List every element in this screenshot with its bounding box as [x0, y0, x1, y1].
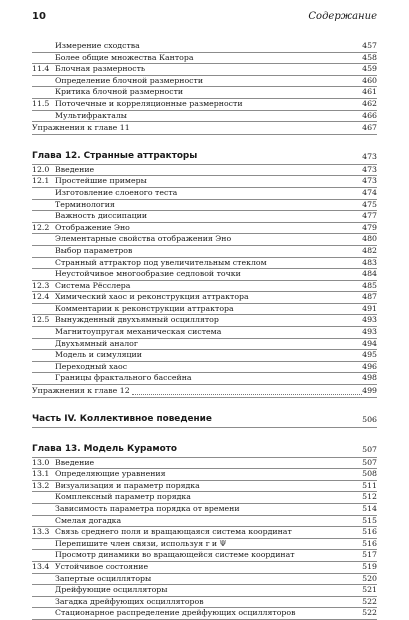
entry-title: Комментарии к реконструкции аттрактора — [55, 303, 234, 313]
entry-title: Блочная размерность — [55, 64, 146, 74]
page-number: 10 — [32, 11, 46, 22]
entry-title: Загадка дрейфующих осцилляторов — [55, 596, 204, 606]
entry-title: Изготовление слоеного теста — [55, 187, 178, 197]
entry-page-number: 462 — [362, 98, 377, 108]
entry-page-number: 519 — [362, 561, 377, 571]
entry-title: Определяющие уравнения — [55, 469, 166, 479]
section-gap — [32, 135, 377, 143]
entry-title: Элементарные свойства отображения Эно — [55, 234, 232, 244]
entry-title: Визуализация и параметр порядка — [55, 480, 200, 490]
toc-entry[interactable] — [32, 76, 377, 88]
entry-page-number: 515 — [362, 515, 377, 525]
toc-entry[interactable] — [32, 385, 377, 398]
section-number: 13.1 — [32, 469, 50, 479]
entry-page-number: 508 — [362, 469, 377, 479]
toc-entry[interactable] — [32, 327, 377, 339]
entry-title: Более общие множества Кантора — [55, 52, 194, 62]
toc-entry[interactable] — [32, 350, 377, 362]
section-number: 12.4 — [32, 292, 50, 302]
entry-page-number: 479 — [362, 222, 377, 232]
chapter-page-number: 507 — [362, 444, 377, 454]
section-number: 13.0 — [32, 457, 50, 467]
toc-entry[interactable] — [32, 292, 377, 304]
table-of-contents — [32, 41, 377, 620]
chapter-title: Глава 12. Странные аттракторы — [32, 150, 198, 161]
section-number: 13.3 — [32, 527, 50, 537]
entry-title: Измерение сходства — [55, 41, 140, 50]
section-number: 12.3 — [32, 280, 50, 290]
entry-page-number: 460 — [362, 75, 377, 85]
chapter-page-number: 473 — [362, 151, 377, 161]
entry-title: Критика блочной размерности — [55, 87, 184, 97]
toc-entry[interactable] — [32, 122, 377, 135]
toc-entry[interactable] — [32, 258, 377, 270]
toc-entry[interactable] — [32, 211, 377, 223]
entry-page-number: 484 — [362, 269, 377, 279]
toc-entry[interactable] — [32, 504, 377, 516]
entry-title: Система Рёсслера — [55, 280, 131, 290]
dot-leader — [132, 394, 362, 395]
entry-page-number: 459 — [362, 64, 377, 74]
toc-entry[interactable] — [32, 362, 377, 374]
section-number: 12.2 — [32, 222, 50, 232]
entry-page-number: 496 — [362, 361, 377, 371]
entry-title: Границы фрактального бассейна — [55, 373, 192, 383]
entry-page-number: 480 — [362, 234, 377, 244]
entry-title: Модель и симуляции — [55, 350, 142, 360]
toc-entry[interactable] — [32, 176, 377, 188]
entry-title: Упражнения к главе 12 — [32, 386, 130, 396]
toc-entry[interactable] — [32, 539, 377, 551]
toc-chapter-heading[interactable] — [32, 412, 377, 428]
toc-entry[interactable] — [32, 64, 377, 76]
entry-page-number: 473 — [362, 164, 377, 174]
entry-page-number: 477 — [362, 211, 377, 221]
toc-chapter-heading[interactable] — [32, 149, 377, 165]
entry-page-number: 522 — [362, 596, 377, 606]
toc-entry[interactable] — [32, 339, 377, 351]
entry-page-number: 517 — [362, 550, 377, 560]
entry-title: Введение — [55, 457, 95, 467]
toc-chapter-heading[interactable] — [32, 442, 377, 458]
toc-entry[interactable] — [32, 234, 377, 246]
toc-entry[interactable] — [32, 200, 377, 212]
toc-entry[interactable] — [32, 550, 377, 562]
entry-page-number: 461 — [362, 87, 377, 97]
section-number: 12.0 — [32, 164, 50, 174]
entry-title: Связь среднего поля и вращающаяся система координат — [55, 527, 292, 537]
toc-entry[interactable] — [32, 585, 377, 597]
entry-page-number: 493 — [362, 327, 377, 337]
chapter-title: Часть IV. Коллективное поведение — [32, 413, 212, 424]
entry-page-number: 494 — [362, 338, 377, 348]
toc-entry[interactable] — [32, 99, 377, 111]
entry-page-number: 473 — [362, 176, 377, 186]
toc-entry[interactable] — [32, 608, 377, 620]
entry-title: Поточечные и корреляционные размерности — [55, 98, 243, 108]
toc-entry[interactable] — [32, 111, 377, 123]
toc-entry[interactable] — [32, 53, 377, 65]
toc-entry[interactable] — [32, 281, 377, 293]
entry-page-number: 458 — [362, 52, 377, 62]
entry-title: Перепишите член связи, используя r и Ψ — [55, 538, 227, 548]
toc-entry[interactable] — [32, 304, 377, 316]
entry-page-number: 483 — [362, 257, 377, 267]
entry-page-number: 507 — [362, 457, 377, 467]
entry-title: Магнитоупругая механическая система — [55, 327, 222, 337]
entry-page-number: 516 — [362, 538, 377, 548]
entry-title: Химический хаос и реконструкция аттрактора — [55, 292, 249, 302]
toc-entry[interactable] — [32, 315, 377, 327]
entry-title: Упражнения к главе 11 — [32, 123, 130, 133]
entry-title: Вынужденный двухъямный осциллятор — [55, 315, 219, 325]
toc-entry[interactable] — [32, 188, 377, 200]
entry-title: Выбор параметров — [55, 245, 133, 255]
entry-title: Отображение Эно — [55, 222, 130, 232]
entry-title: Дрейфующие осцилляторы — [55, 585, 168, 595]
entry-page-number: 520 — [362, 573, 377, 583]
entry-title: Запертые осцилляторы — [55, 573, 152, 583]
section-number: 13.4 — [32, 561, 50, 571]
entry-title: Смелая догадка — [55, 515, 122, 525]
chapter-title: Глава 13. Модель Курамото — [32, 443, 177, 454]
entry-title: Определение блочной размерности — [55, 75, 204, 85]
entry-title: Мультифракталы — [55, 110, 128, 120]
entry-title: Устойчивое состояние — [55, 561, 149, 571]
entry-page-number: 474 — [362, 187, 377, 197]
entry-title: Странный аттрактор под увеличительным стеклом — [55, 257, 267, 267]
running-title: Содержание — [308, 11, 377, 22]
toc-entry[interactable] — [32, 527, 377, 539]
toc-entry[interactable] — [32, 223, 377, 235]
toc-entry[interactable] — [32, 516, 377, 528]
toc-entry[interactable] — [32, 87, 377, 99]
entry-page-number: 475 — [362, 199, 377, 209]
entry-page-number: 498 — [362, 373, 377, 383]
entry-page-number: 491 — [362, 303, 377, 313]
toc-entry[interactable] — [32, 41, 377, 53]
section-number: 12.5 — [32, 315, 50, 325]
section-number: 12.1 — [32, 176, 50, 186]
entry-title: Комплексный параметр порядка — [55, 492, 191, 502]
entry-page-number: 495 — [362, 350, 377, 360]
toc-entry[interactable] — [32, 562, 377, 574]
entry-page-number: 482 — [362, 245, 377, 255]
section-gap — [32, 398, 377, 406]
section-gap — [32, 428, 377, 436]
entry-title: Двухъямный аналог — [55, 338, 138, 348]
entry-page-number: 487 — [362, 292, 377, 302]
entry-page-number: 457 — [362, 41, 377, 50]
section-number: 11.4 — [32, 64, 50, 74]
entry-page-number: 467 — [362, 123, 377, 133]
entry-page-number: 493 — [362, 315, 377, 325]
toc-entry[interactable] — [32, 492, 377, 504]
toc-entry[interactable] — [32, 597, 377, 609]
entry-title: Переходный хаос — [55, 361, 128, 371]
entry-title: Стационарное распределение дрейфующих осцилляторов — [55, 608, 296, 618]
toc-entry[interactable] — [32, 574, 377, 586]
entry-page-number: 512 — [362, 492, 377, 502]
section-number: 11.5 — [32, 98, 50, 108]
entry-title: Простейшие примеры — [55, 176, 147, 186]
toc-entry[interactable] — [32, 458, 377, 470]
entry-title: Просмотр динамики во вращающейся системе координат — [55, 550, 295, 560]
page-header — [32, 11, 377, 25]
toc-entry[interactable] — [32, 246, 377, 258]
entry-page-number: 522 — [362, 608, 377, 618]
entry-page-number: 516 — [362, 527, 377, 537]
entry-page-number: 466 — [362, 110, 377, 120]
toc-entry[interactable] — [32, 481, 377, 493]
toc-entry[interactable] — [32, 269, 377, 281]
section-number: 13.2 — [32, 480, 50, 490]
entry-title: Введение — [55, 164, 95, 174]
entry-title: Неустойчивое многообразие седловой точки — [55, 269, 241, 279]
toc-entry[interactable] — [32, 373, 377, 385]
chapter-page-number: 506 — [362, 414, 377, 424]
entry-page-number: 511 — [362, 480, 377, 490]
entry-page-number: 521 — [362, 585, 377, 595]
entry-title: Зависимость параметра порядка от времени — [55, 504, 240, 513]
entry-page-number: 485 — [362, 280, 377, 290]
entry-page-number: 514 — [362, 504, 377, 513]
entry-title: Важность диссипации — [55, 211, 148, 221]
entry-title: Терминология — [55, 199, 115, 209]
entry-page-number: 499 — [362, 386, 377, 396]
toc-entry[interactable] — [32, 165, 377, 177]
toc-entry[interactable] — [32, 469, 377, 481]
